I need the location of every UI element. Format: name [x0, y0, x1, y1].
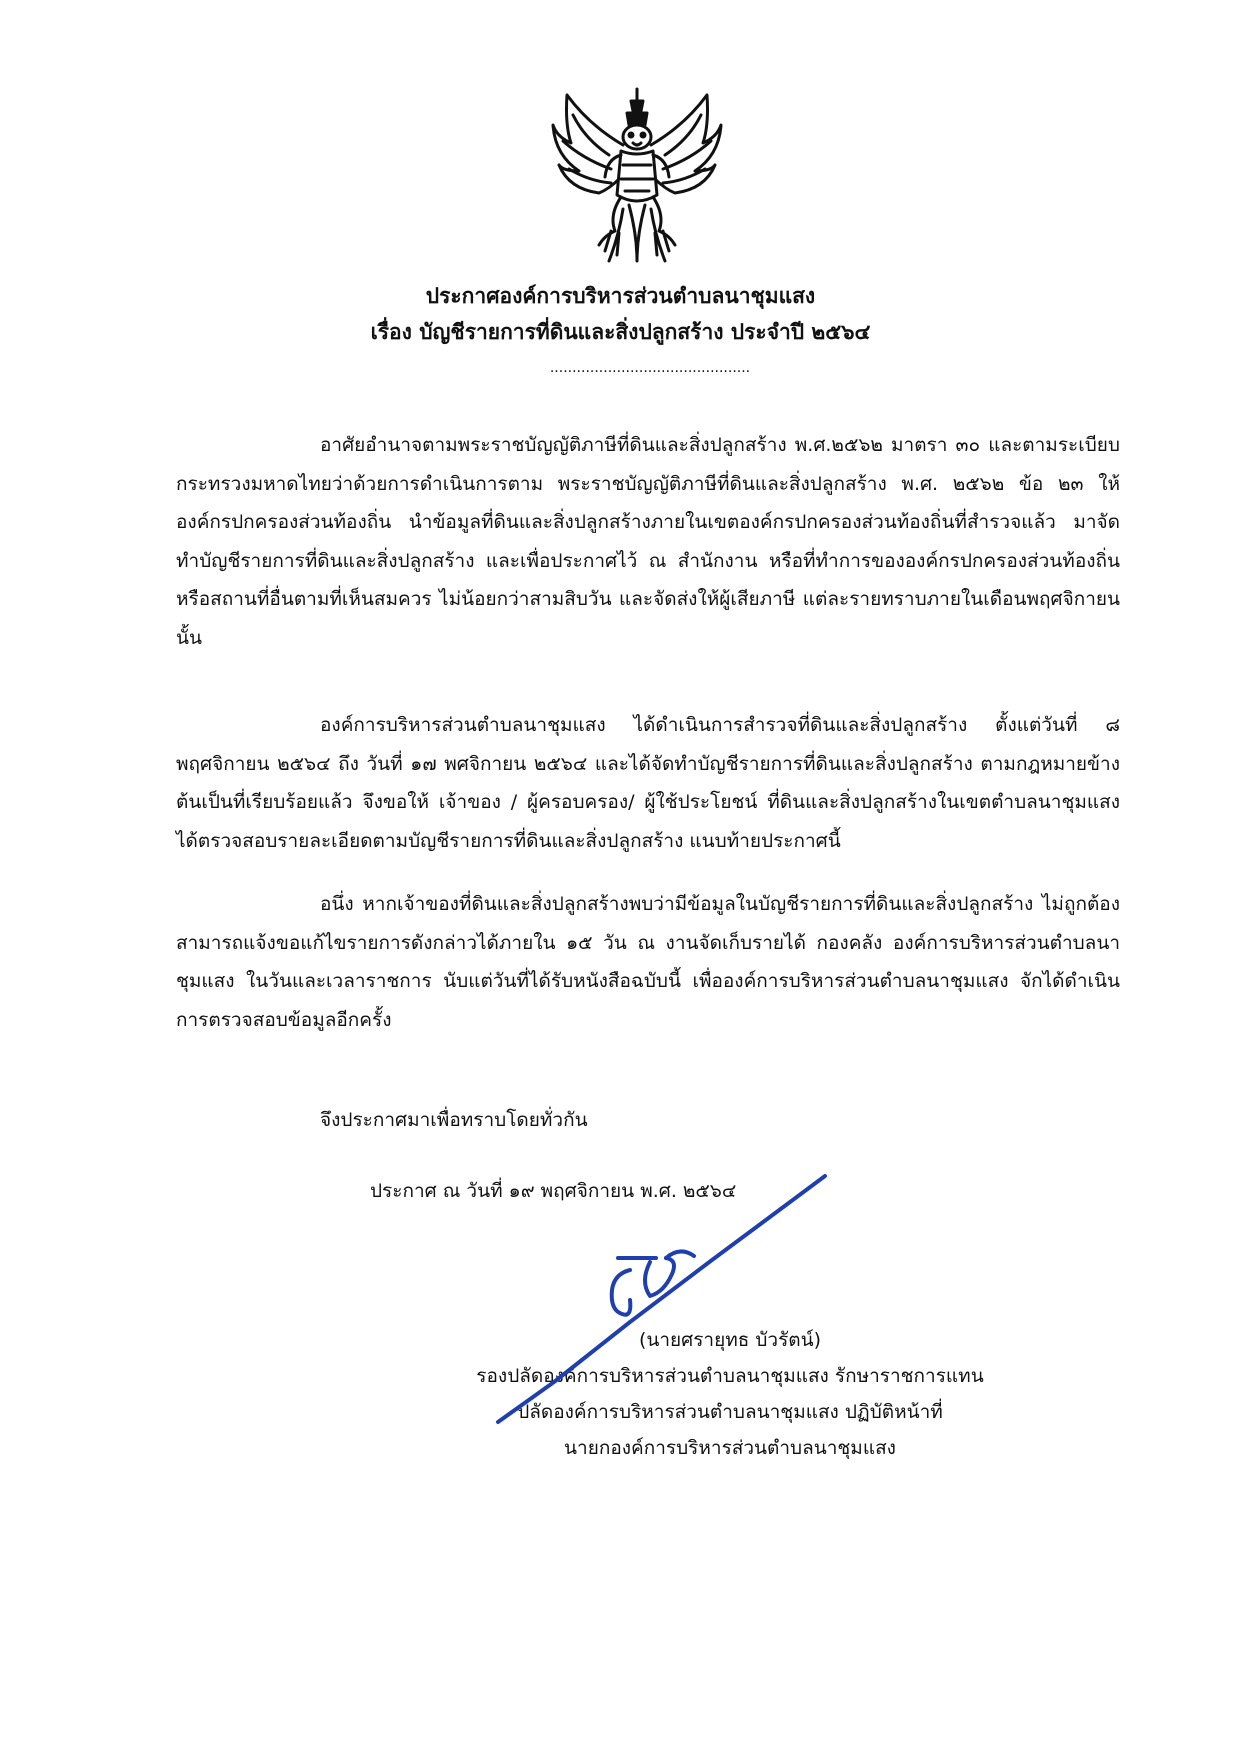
announcement-title: ประกาศองค์การบริหารส่วนตำบลนาชุมแสง [425, 284, 816, 308]
title-separator: ............................................. [549, 360, 751, 376]
garuda-emblem-icon [549, 85, 725, 265]
handwritten-signature [480, 1150, 840, 1480]
announcement-subject: เรื่อง บัญชีรายการที่ดินและสิ่งปลูกสร้าง ประจำปี ๒๕๖๔ [370, 320, 871, 344]
body-paragraph-2: องค์การบริหารส่วนตำบลนาชุมแสง ได้ดำเนินการสำรวจที่ดินและสิ่งปลูกสร้าง ตั้งแต่วันที่ ๘ พฤศจิกายน ๒๕๖๔ ถึง วันที่ ๑๗ พศจิกายน ๒๕๖๔ และได้จัดทำบัญชีรายการที่ดินและสิ่งปลูกสร้าง ตามกฎหมายข้างต้นเป็นที่เรียบร้อยแล้ว จึงขอให้ เจ้าของ / ผู้ครอบครอง/ ผู้ใช้ประโยชน์ ที่ดินและสิ่งปลูกสร้างในเขตตำบลนาชุมแสง ได้ตรวจสอบรายละเอียดตามบัญชีรายการที่ดินและสิ่งปลูกสร้าง แนบท้ายประกาศนี้ [176, 714, 1120, 852]
signatory-position-2: ปลัดองค์การบริหารส่วนตำบลนาชุมแสง ปฏิบัติหน้าที่ [517, 1401, 943, 1423]
signatory-position-1: รองปลัดองค์การบริหารส่วนตำบลนาชุมแสง รักษาราชการแทน [476, 1365, 984, 1387]
signatory-position-3: นายกองค์การบริหารส่วนตำบลนาชุมแสง [564, 1437, 896, 1459]
body-paragraph-1: อาศัยอำนาจตามพระราชบัญญัติภาษีที่ดินและสิ่งปลูกสร้าง พ.ศ.๒๕๖๒ มาตรา ๓๐ และตามระเบียบกระทรวงมหาดไทยว่าด้วยการดำเนินการตาม พระราชบัญญัติภาษีที่ดินและสิ่งปลูกสร้าง พ.ศ. ๒๕๖๒ ข้อ ๒๓ ให้องค์กรปกครองส่วนท้องถิ่น นำข้อมูลที่ดินและสิ่งปลูกสร้างภายในเขตองค์กรปกครองส่วนท้องถิ่นที่สำรวจแล้ว มาจัดทำบัญชีรายการที่ดินและสิ่งปลูกสร้าง และเพื่อประกาศไว้ ณ สำนักงาน หรือที่ทำการขององค์กรปกครองส่วนท้องถิ่น หรือสถานที่อื่นตามที่เห็นสมควร ไม่น้อยกว่าสามสิบวัน และจัดส่งให้ผู้เสียภาษี แต่ละรายทราบภายในเดือนพฤศจิกายน นั้น [176, 434, 1120, 649]
body-paragraph-3: อนึ่ง หากเจ้าของที่ดินและสิ่งปลูกสร้างพบว่ามีข้อมูลในบัญชีรายการที่ดินและสิ่งปลูกสร้าง ไม่ถูกต้อง สามารถแจ้งขอแก้ไขรายการดังกล่าวได้ภายใน ๑๕ วัน ณ งานจัดเก็บรายได้ กองคลัง องค์การบริหารส่วนตำบลนาชุมแสง ในวันและเวลาราชการ นับแต่วันที่ได้รับหนังสือฉบับนี้ เพื่อองค์การบริหารส่วนตำบลนาชุมแสง จักได้ดำเนินการตรวจสอบข้อมูลอีกครั้ง [176, 893, 1120, 1031]
announcement-date: ประกาศ ณ วันที่ ๑๙ พฤศจิกายน พ.ศ. ๒๕๖๔ [370, 1180, 737, 1202]
signatory-name: (นายศรายุทธ บัวรัตน์) [638, 1329, 822, 1351]
closing-statement: จึงประกาศมาเพื่อทราบโดยทั่วกัน [320, 1109, 588, 1131]
